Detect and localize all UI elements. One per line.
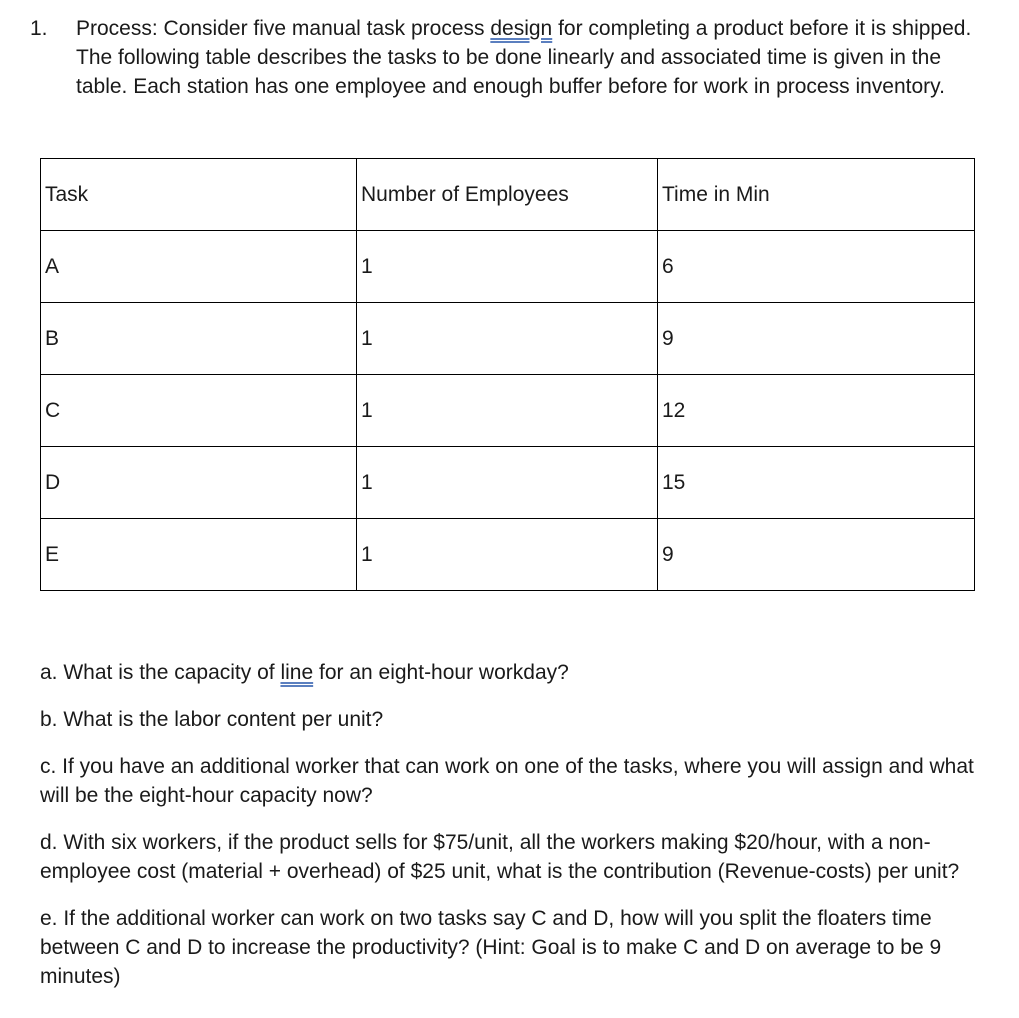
- table-row: [41, 519, 975, 591]
- task-cell: C: [41, 375, 357, 447]
- task-cell: E: [41, 519, 357, 591]
- table-header-row: [41, 159, 975, 231]
- task-table: [40, 158, 975, 591]
- table-row: [41, 303, 975, 375]
- design-word: design: [490, 17, 553, 40]
- question-e: e. If the additional worker can work on two tasks say C and D, how will you split the floaters time between C and D to increase the productivity? (Hint: Goal is to make C and D on average to be 9 minutes): [40, 907, 942, 988]
- problem-statement: [30, 14, 980, 101]
- questions: [40, 658, 980, 1009]
- question-c: c. If you have an additional worker that can work on one of the tasks, where you will assign and what will be the eight-hour capacity now?: [40, 755, 974, 807]
- line-word: line: [280, 661, 314, 684]
- task-cell: B: [41, 303, 357, 375]
- problem-text: [76, 14, 980, 101]
- header-employees: Number of Employees: [357, 159, 658, 231]
- time-cell: 9: [658, 519, 975, 591]
- task-cell: A: [41, 231, 357, 303]
- table-row: [41, 231, 975, 303]
- employees-cell: 1: [357, 231, 658, 303]
- problem-number: 1.: [30, 17, 48, 40]
- employees-cell: 1: [357, 375, 658, 447]
- employees-cell: 1: [357, 303, 658, 375]
- header-time: Time in Min: [658, 159, 975, 231]
- question-a-part-1: a. What is the capacity of: [40, 661, 281, 684]
- problem-text-part-2: for completing a product before it is shipped. The following table describes the tasks to be done linearly and associated time is given in the table. Each station has one employee and enough buffer before for work in process inventory.: [76, 17, 972, 98]
- problem-text-part-1: Process: Consider five manual task process: [76, 17, 491, 40]
- time-cell: 15: [658, 447, 975, 519]
- task-cell: D: [41, 447, 357, 519]
- header-task: Task: [41, 159, 357, 231]
- time-cell: 12: [658, 375, 975, 447]
- employees-cell: 1: [357, 519, 658, 591]
- time-cell: 9: [658, 303, 975, 375]
- question-a: [40, 658, 980, 687]
- question-b: b. What is the labor content per unit?: [40, 708, 384, 731]
- time-cell: 6: [658, 231, 975, 303]
- question-a-part-2: for an eight-hour workday?: [313, 661, 569, 684]
- table-row: [41, 447, 975, 519]
- table-row: [41, 375, 975, 447]
- question-d: d. With six workers, if the product sells for $75/unit, all the workers making $20/hour, with a non-employee cost (material + overhead) of $25 unit, what is the contribution (Revenue-costs) per unit?: [40, 831, 960, 883]
- employees-cell: 1: [357, 447, 658, 519]
